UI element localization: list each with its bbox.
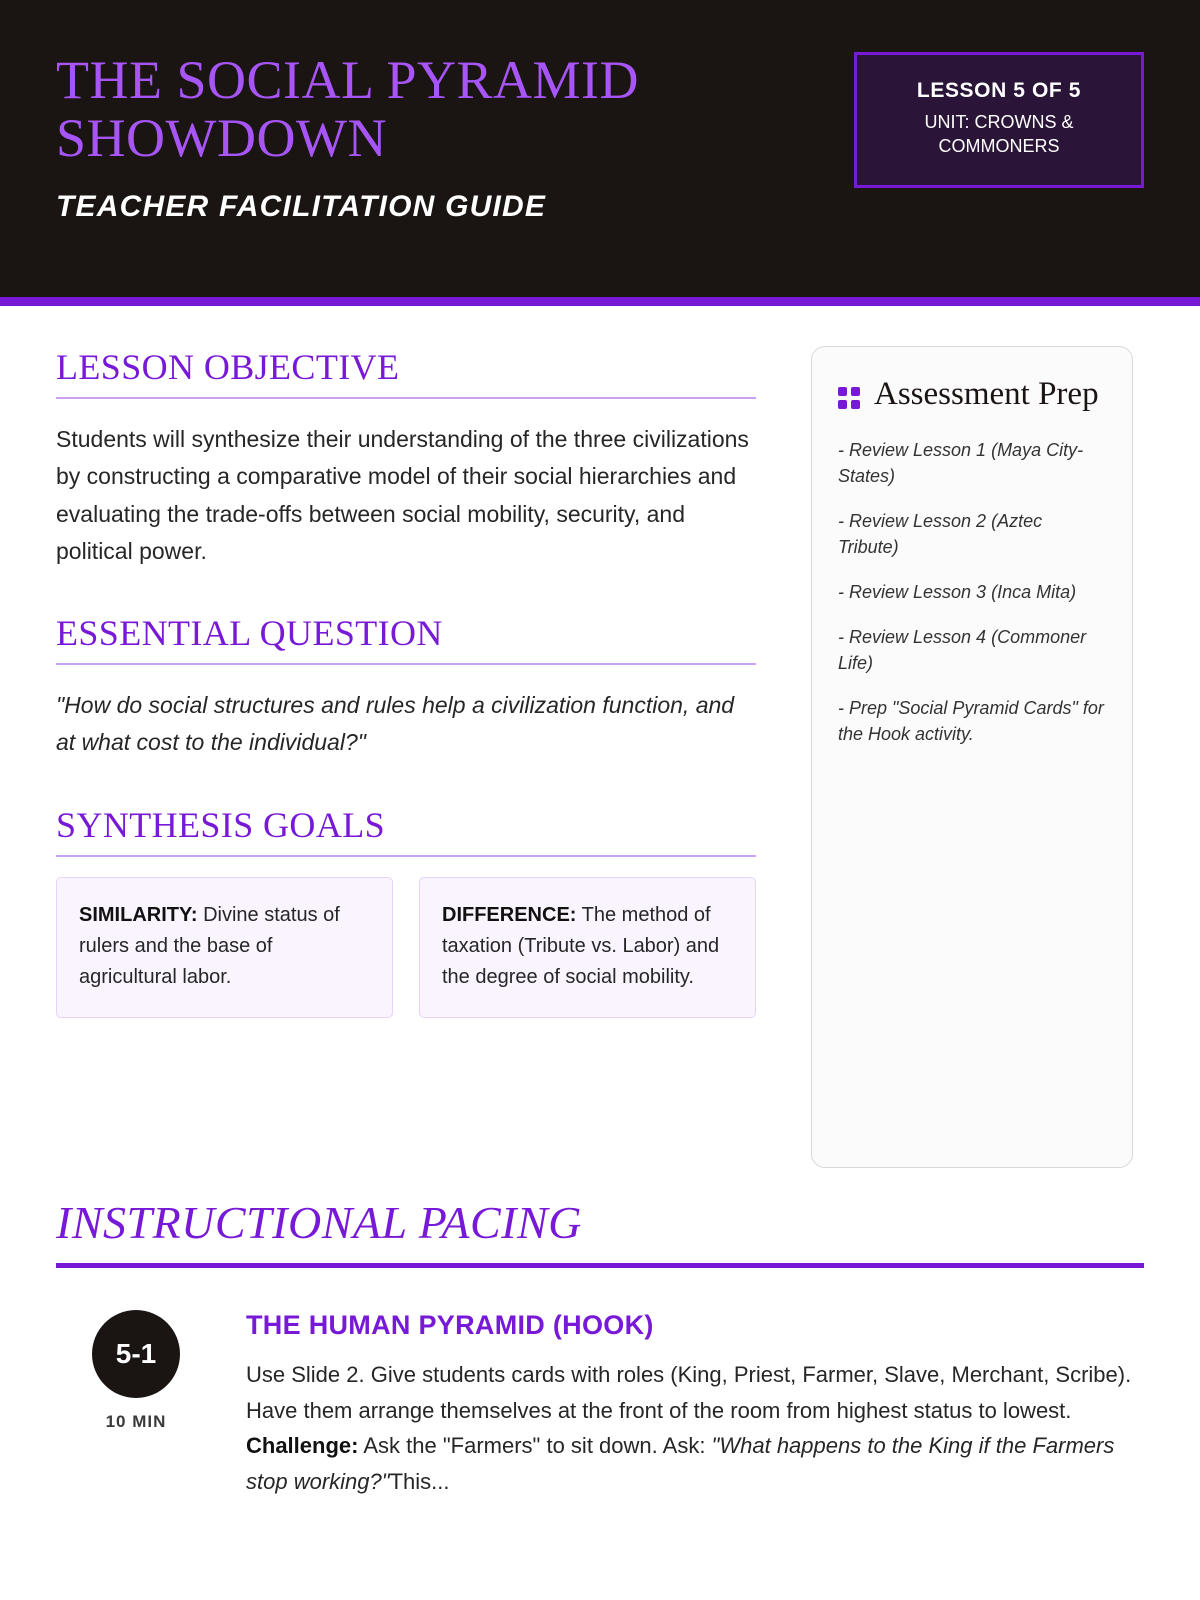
goal-label: DIFFERENCE: xyxy=(442,903,577,926)
goal-label: SIMILARITY: xyxy=(79,903,198,926)
pacing-badge xyxy=(56,1310,216,1500)
goal-text: Divine status of rulers and the base of agricultural labor. xyxy=(79,903,340,988)
synthesis-goals-heading: SYNTHESIS GOALS xyxy=(56,804,756,857)
pacing-bold-1: Challenge: xyxy=(246,1433,359,1459)
pacing-duration: 10 MIN xyxy=(105,1412,167,1431)
spacer xyxy=(56,570,756,612)
lesson-objective-text: Students will synthesize their understanding of the three civilizations by constructing a comparative model of their social hierarchies and evaluating the trade-offs between social mobility, security, and political power. xyxy=(56,426,749,564)
lesson-badge-sub: UNIT: CROWNS & COMMONERS xyxy=(924,112,1074,157)
lesson-objective-section xyxy=(56,346,756,570)
lesson-badge xyxy=(854,52,1144,188)
page-subtitle: TEACHER FACILITATION GUIDE xyxy=(56,189,547,223)
document-body xyxy=(0,306,1200,1168)
essential-question-text: "How do social structures and rules help a civilization function, and at what cost to the individual?" xyxy=(56,692,735,756)
lesson-objective-heading: LESSON OBJECTIVE xyxy=(56,346,756,399)
instructional-pacing-section xyxy=(0,1168,1200,1500)
pacing-text-2: Ask the "Farmers" to sit down. Ask: xyxy=(358,1433,712,1459)
list-item: - Review Lesson 4 (Commoner Life) xyxy=(838,627,1087,674)
pacing-title: THE HUMAN PYRAMID (HOOK) xyxy=(246,1310,654,1340)
pacing-body xyxy=(246,1310,1144,1500)
instructional-pacing-heading: INSTRUCTIONAL PACING xyxy=(56,1196,1144,1268)
grid-icon xyxy=(838,387,860,409)
list-item: - Review Lesson 1 (Maya City-States) xyxy=(838,439,1084,486)
assessment-prep-card xyxy=(811,346,1133,1168)
header-title-block xyxy=(56,46,696,224)
essential-question-heading: ESSENTIAL QUESTION xyxy=(56,612,756,665)
lesson-badge-main: LESSON 5 OF 5 xyxy=(916,79,1082,102)
main-column xyxy=(56,346,756,1168)
essential-question-section xyxy=(56,612,756,762)
pacing-italic-1: "What happens to the King if the Farmers stop working?" xyxy=(246,1433,1115,1494)
document-header xyxy=(0,0,1200,306)
pacing-item xyxy=(56,1268,1144,1500)
assessment-prep-header xyxy=(838,375,1106,415)
pacing-code: 5-1 xyxy=(92,1310,180,1398)
synthesis-goals-section xyxy=(56,804,756,1018)
list-item: - Review Lesson 3 (Inca Mita) xyxy=(838,581,1077,602)
synthesis-goals-row xyxy=(56,877,756,1018)
pacing-text-1: Use Slide 2. Give students cards with roles (King, Priest, Farmer, Slave, Merchant, Scribe). Have them arrange themselves at the front of the room from highest status to lowest. xyxy=(246,1362,1132,1423)
goal-text: The method of taxation (Tribute vs. Labor) and the degree of social mobility. xyxy=(442,903,720,988)
goal-card-similarity xyxy=(56,877,393,1018)
spacer xyxy=(56,762,756,804)
page-title: THE SOCIAL PYRAMID SHOWDOWN xyxy=(56,50,640,168)
goal-card-difference xyxy=(419,877,756,1018)
pacing-text-3: This... xyxy=(389,1468,450,1494)
list-item: - Prep "Social Pyramid Cards" for the Hook activity. xyxy=(838,698,1104,745)
pacing-description xyxy=(246,1357,1144,1500)
sidebar-column xyxy=(811,346,1133,1168)
list-item: - Review Lesson 2 (Aztec Tribute) xyxy=(838,510,1043,557)
assessment-prep-title: Assessment Prep xyxy=(874,376,1099,412)
